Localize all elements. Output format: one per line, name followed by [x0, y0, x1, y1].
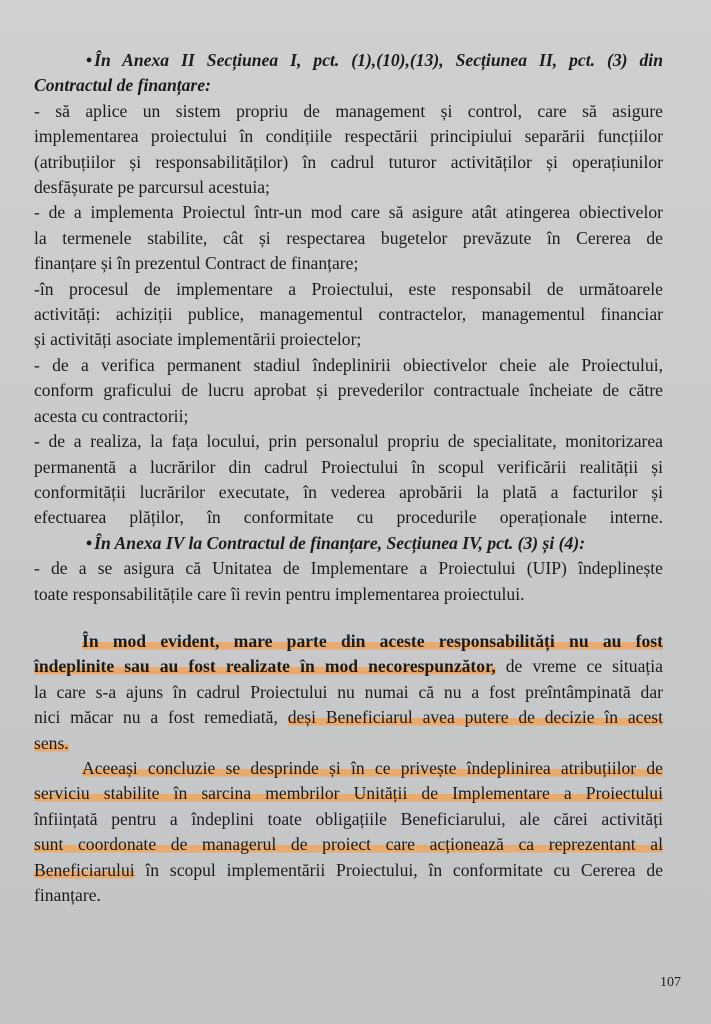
- obligations-list-1: [34, 99, 663, 531]
- text-line: [34, 832, 663, 857]
- text-line: - de a verifica permanent stadiul îndeplinirii obiectivelor cheie ale Proiectului,: [34, 354, 663, 375]
- highlighted-text: Beneficiarului: [34, 859, 135, 880]
- text-line: la termenele stabilite, cât și respectarea bugetelor prevăzute în Cererea de: [34, 227, 663, 248]
- text-line: - de a realiza, la fața locului, prin personalul propriu de specialitate, monitorizarea: [34, 431, 663, 452]
- text-line: conform graficului de lucru aprobat și prevederilor contractuale încheiate de către: [34, 380, 663, 401]
- highlighted-text: Aceeași concluzie se desprinde și în ce privește îndeplinirea atribuțiilor de: [82, 757, 663, 778]
- text-line: - de a implementa Proiectul într-un mod care să asigure atât atingerea obiectivelor: [34, 202, 663, 223]
- text-line: [34, 781, 663, 806]
- text-line: finanțare.: [34, 885, 101, 905]
- text-line: implementarea proiectului în condițiile respectării principiului separării funcțiilor: [34, 126, 663, 147]
- text-line: înființată pentru a îndeplini toate obligațiile Beneficiarului, ale cărei activități: [34, 808, 663, 829]
- text-line: (atribuțiilor și responsabilităților) în cadrul tuturor activităților și operațiunilor: [34, 151, 663, 172]
- text-line: Beneficiarului în scopul implementării Proiectului, în conformitate cu Cererea de: [34, 859, 663, 880]
- text-line: - să aplice un sistem propriu de management și control, care să asigure: [34, 100, 663, 121]
- text-line: îndeplinite sau au fost realizate în mod necorespunzător, de vreme ce situația: [34, 656, 663, 677]
- highlighted-text: sens.: [34, 732, 69, 753]
- section-heading-1: • În Anexa II Secțiunea I, pct. (1),(10),(13), Secțiunea II, pct. (3) din: [86, 50, 663, 70]
- text-line: -în procesul de implementare a Proiectului, este responsabil de următoarele: [34, 278, 663, 299]
- highlighted-text: deși Beneficiarul avea putere de decizie în acest: [287, 707, 663, 728]
- conclusion-paragraph-2: [34, 756, 663, 908]
- text-line: activități: achiziții publice, managementul contractelor, managementul financiar: [34, 304, 663, 325]
- text-line: toate responsabilitățile care îi revin pentru implementarea proiectului.: [34, 583, 525, 604]
- text-line: [34, 731, 663, 756]
- bullet-icon: •: [86, 532, 93, 553]
- section-heading-2: • În Anexa IV la Contractul de finanțare, Secțiunea IV, pct. (3) și (4):: [86, 532, 586, 553]
- text-line: efectuarea plăților, în conformitate cu procedurile operaționale interne.: [34, 507, 663, 528]
- text-line: la care s-a ajuns în cadrul Proiectului nu numai că nu a fost preîntâmpinată dar: [34, 681, 663, 702]
- page-number: 107: [660, 975, 681, 990]
- highlighted-text: sunt coordonate de managerul de proiect care acționează ca reprezentant al: [34, 834, 663, 855]
- text-line: și activități asociate implementării proiectelor;: [34, 329, 362, 350]
- text-line: acesta cu contractorii;: [34, 405, 189, 426]
- text-line: - de a se asigura că Unitatea de Implementare a Proiectului (UIP) îndeplinește: [34, 558, 663, 579]
- section-heading-1-cont: Contractul de finanțare:: [34, 75, 211, 96]
- text-line: conformității lucrărilor executate, în vederea aprobării la plată a facturilor și: [34, 481, 663, 502]
- conclusion-paragraph-1: [34, 629, 663, 756]
- obligations-list-2: [34, 556, 663, 607]
- paragraph-gap: [34, 607, 663, 629]
- text-line: nici măcar nu a fost remediată, deși Beneficiarul avea putere de decizie în acest: [34, 707, 663, 728]
- highlighted-text: îndeplinite sau au fost realizate în mod necorespunzător,: [34, 656, 496, 677]
- highlighted-text: serviciu stabilite în sarcina membrilor Unității de Implementare a Proiectului: [34, 783, 663, 804]
- bullet-icon: •: [86, 50, 93, 70]
- text-line: desfășurate pe parcursul acestuia;: [34, 177, 270, 198]
- text-line: permanentă a lucrărilor din cadrul Proiectului în scopul verificării realității și: [34, 456, 663, 477]
- text-line: [34, 756, 663, 781]
- text-line: finanțare și în prezentul Contract de finanțare;: [34, 253, 359, 274]
- highlighted-text: În mod evident, mare parte din aceste responsabilități nu au fost: [82, 630, 663, 651]
- text-line: [34, 629, 663, 654]
